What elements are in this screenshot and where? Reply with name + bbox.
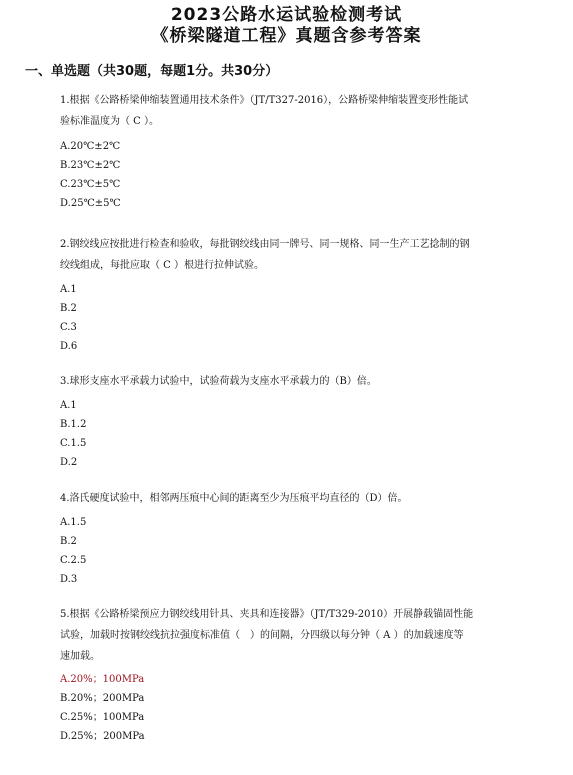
option-c: C.25%；100MPa [60,712,145,723]
option-a-answer: A.20%；100MPa [60,674,145,685]
question-stem [60,90,520,132]
question-stem [60,604,520,667]
option-b: B.1.2 [60,419,87,430]
option-b: B.20%；200MPa [60,693,145,704]
option-c: C.3 [60,322,77,333]
option-d: D.2 [60,457,78,468]
section-heading: 一、单选题（共30题，每题1分。共30分） [25,64,279,79]
stem-line: 3.球形支座水平承载力试验中，试验荷载为支座水平承载力的（B）倍。 [60,376,377,387]
option-a: A.1 [60,400,77,411]
question-3 [60,371,520,472]
option-a: A.1.5 [60,517,87,528]
stem-line: 试验，加载时按钢绞线抗拉强度标准值（ ）的间隔，分四级以每分钟（ A ）的加载速度等 [60,630,464,641]
question-stem [60,488,520,509]
stem-line: 验标准温度为（ C ）。 [60,116,160,127]
stem-line: 速加载。 [60,651,100,662]
option-d: D.25%；200MPa [60,731,145,742]
option-c: C.1.5 [60,438,87,449]
option-d: D.25℃±5℃ [60,198,121,209]
option-c: C.2.5 [60,555,87,566]
stem-line: 4.洛氏硬度试验中，相邻两压痕中心间的距离至少为压痕平均直径的（D）倍。 [60,493,408,504]
option-b: B.2 [60,303,77,314]
option-a: A.1 [60,284,77,295]
option-d: D.3 [60,574,78,585]
stem-line: 2.钢绞线应按批进行检查和验收，每批钢绞线由同一牌号、同一规格、同一生产工艺捻制的钢 [60,239,470,250]
stem-line: 绞线组成，每批应取（ C ）根进行拉伸试验。 [60,260,265,271]
question-1 [60,90,520,213]
stem-line: 1.根据《公路桥梁伸缩装置通用技术条件》（JT/T327-2016），公路桥梁伸缩装置变形性能试 [60,95,469,106]
question-2 [60,234,520,356]
question-5 [60,604,520,746]
option-c: C.23℃±5℃ [60,179,121,190]
exam-title-line-2: 《桥梁隧道工程》真题含参考答案 [151,26,422,46]
option-b: B.2 [60,536,77,547]
question-4 [60,488,520,589]
option-d: D.6 [60,341,78,352]
question-stem [60,234,520,276]
exam-title-line-1: 2023公路水运试验检测考试 [170,5,403,25]
question-stem [60,371,520,392]
option-b: B.23℃±2℃ [60,160,121,171]
option-a: A.20℃±2℃ [60,141,121,152]
stem-line: 5.根据《公路桥梁预应力钢绞线用针具、夹具和连接器》（JT/T329-2010）开展静载锚固性能 [60,609,474,620]
